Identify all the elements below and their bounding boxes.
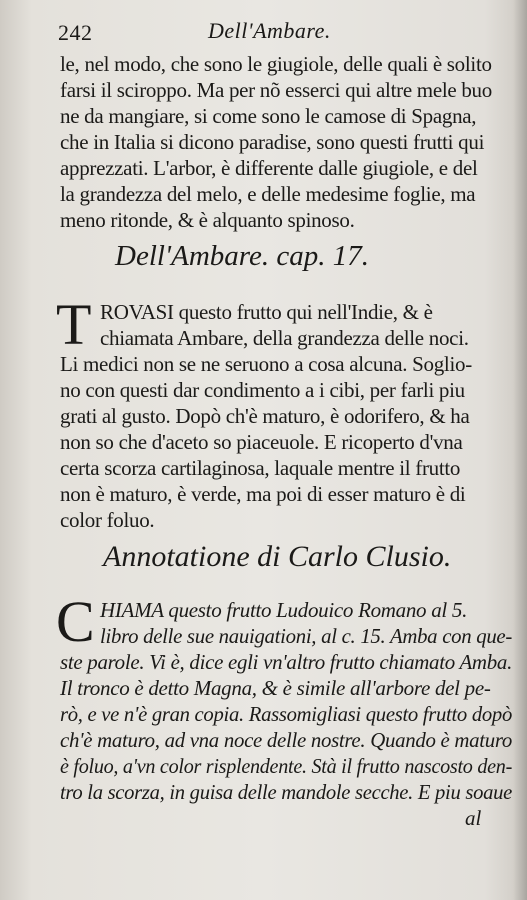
catchword: al bbox=[465, 806, 482, 830]
text-line: Il tronco è detto Magna, & è simile all'arbore del pe- bbox=[60, 676, 491, 700]
text-line: grati al gusto. Dopò ch'è maturo, è odorifero, & ha bbox=[60, 404, 470, 428]
running-head: Dell'Ambare. bbox=[208, 18, 331, 43]
text-line: le, nel modo, che sono le giugiole, delle quali è solito bbox=[60, 52, 492, 76]
text-line: che in Italia si dicono paradise, sono questi frutti qui bbox=[60, 130, 485, 154]
text-line: apprezzati. L'arbor, è differente dalle giugiole, e del bbox=[60, 156, 478, 180]
text-line: meno ritonde, & è alquanto spinoso. bbox=[60, 208, 355, 232]
text-line: ch'è maturo, ad vna noce delle nostre. Quando è maturo bbox=[60, 728, 512, 752]
drop-cap: T bbox=[56, 292, 92, 357]
text-line: è foluo, a'vn color risplendente. Stà il frutto nascosto den- bbox=[60, 754, 512, 778]
text-line: rò, e ve n'è gran copia. Rassomigliasi questo frutto dopò bbox=[60, 702, 512, 726]
page-header bbox=[58, 18, 498, 46]
text-line: libro delle sue nauigationi, al c. 15. Amba con que- bbox=[100, 624, 512, 648]
text-line: ne da mangiare, si come sono le camose di Spagna, bbox=[60, 104, 477, 128]
page-number: 242 bbox=[58, 20, 93, 45]
text-line: no con questi dar condimento a i cibi, per farli piu bbox=[60, 378, 465, 402]
text-line: tro la scorza, in guisa delle mandole secche. E piu soaue bbox=[60, 780, 512, 804]
text-line: ROVASI questo frutto qui nell'Indie, & è bbox=[100, 300, 433, 324]
text-line: chiamata Ambare, della grandezza delle noci. bbox=[100, 326, 469, 350]
text-line: ste parole. Vi è, dice egli vn'altro frutto chiamato Amba. bbox=[60, 650, 512, 674]
text-line: Li medici non se ne seruono a cosa alcuna. Soglio- bbox=[60, 352, 472, 376]
text-line: HIAMA questo frutto Ludouico Romano al 5. bbox=[100, 598, 468, 622]
text-line: certa scorza cartilaginosa, laquale mentre il frutto bbox=[60, 456, 461, 480]
annotation-title: Annotatione di Carlo Clusio. bbox=[103, 540, 452, 573]
chapter-title: Dell'Ambare. cap. 17. bbox=[115, 240, 369, 272]
page-edge-shadow bbox=[513, 0, 527, 900]
text-line: farsi il sciroppo. Ma per nõ esserci qui altre mele buo bbox=[60, 78, 492, 102]
text-line: non è maturo, è verde, ma poi di esser maturo è di bbox=[60, 482, 466, 506]
text-line: la grandezza del melo, e delle medesime foglie, ma bbox=[60, 182, 476, 206]
text-line: color foluo. bbox=[60, 508, 155, 532]
text-line: non so che d'aceto so piaceuole. E ricoperto d'vna bbox=[60, 430, 463, 454]
drop-cap: C bbox=[56, 589, 95, 654]
